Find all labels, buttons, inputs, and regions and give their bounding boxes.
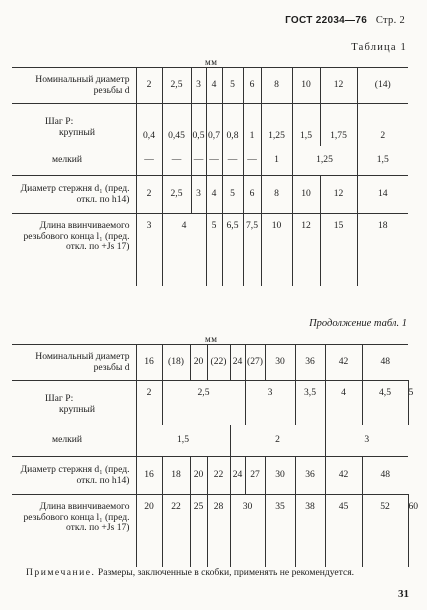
continuation-title: Продолжение табл. 1 <box>309 318 407 329</box>
cell: 7,5 <box>243 214 261 286</box>
cell: 20 <box>190 345 207 381</box>
cell: 12 <box>292 214 320 286</box>
cell: 18 <box>162 457 190 495</box>
row-pitch-coarse: Шаг P: крупный 2 2,5 3 3,5 4 4,5 5 <box>12 381 408 425</box>
label-screw-length: Длина ввинчиваемого резьбового конца l₁ (пред. откл. по +Js 17) <box>23 220 130 253</box>
page-label: Стр. 2 <box>375 15 405 26</box>
row-pitch-coarse <box>12 104 408 146</box>
cell: 2 <box>136 68 162 104</box>
cell: (14) <box>357 68 408 104</box>
cell: 1,5 <box>136 425 230 457</box>
cell: 4 <box>206 68 222 104</box>
cell: — <box>162 146 191 176</box>
cell: 6 <box>243 176 261 214</box>
cell: 2,5 <box>162 176 191 214</box>
row-screw-length <box>12 214 408 286</box>
note-prefix: Примечание. <box>26 567 96 578</box>
label-pitch-coarse: крупный <box>59 403 95 415</box>
label-pitch-fine: мелкий <box>12 146 136 176</box>
label-rod-diameter: Диаметр стержня d₁ (пред. откл. по h14) <box>12 457 136 495</box>
row-pitch-fine <box>12 146 408 176</box>
cell: 3 <box>191 176 206 214</box>
cell: 36 <box>295 457 325 495</box>
cell: 0,45 <box>162 104 191 146</box>
cell: 3,5 <box>295 381 325 425</box>
cell: 3 <box>245 381 295 425</box>
cell: 16 <box>136 457 162 495</box>
cell: 48 <box>362 457 408 495</box>
note-text: Размеры, заключенные в скобки, применять не рекомендуется. <box>97 567 355 578</box>
cell: 30 <box>265 345 295 381</box>
cell: 10 <box>261 214 292 286</box>
cell: 48 <box>362 345 408 381</box>
cell: 10 <box>292 68 320 104</box>
cell: 1,5 <box>357 146 408 176</box>
cell: 25 <box>190 495 207 567</box>
label-pitch-fine: мелкий <box>12 425 136 457</box>
table-title: Таблица 1 <box>351 42 407 53</box>
cell: 2,5 <box>162 68 191 104</box>
row-rod-diameter <box>12 176 408 214</box>
cell: (27) <box>245 345 265 381</box>
cell: 10 <box>292 176 320 214</box>
cell: 22 <box>162 495 190 567</box>
cell: 2 <box>357 104 408 146</box>
cell: 5 <box>222 176 243 214</box>
cell: 1,25 <box>292 146 357 176</box>
thread-table-2 <box>12 344 419 567</box>
cell: 6,5 <box>222 214 243 286</box>
cell: 1,25 <box>261 104 292 146</box>
label-screw-length: Длина ввинчиваемого резьбового конца l₁ (пред. откл. по +Js 17) <box>23 501 130 534</box>
cell: (18) <box>162 345 190 381</box>
cell: 4 <box>206 176 222 214</box>
cell: 0,4 <box>136 104 162 146</box>
page-number: 31 <box>398 588 409 600</box>
row-nominal-diameter <box>12 68 408 104</box>
cell: 5 <box>222 68 243 104</box>
cell: 14 <box>357 176 408 214</box>
label-pitch <box>12 381 136 425</box>
cell: 18 <box>357 214 408 286</box>
cell: 30 <box>265 457 295 495</box>
cell: 27 <box>245 457 265 495</box>
row-rod-diameter <box>12 457 408 495</box>
label-nominal-diameter: Номинальный диаметр резьбы d <box>12 68 136 104</box>
cell: 4,5 <box>362 381 408 425</box>
thread-table-1 <box>12 67 408 286</box>
cell: 15 <box>320 214 357 286</box>
cell: — <box>243 146 261 176</box>
cell: 4 <box>325 381 362 425</box>
row-pitch-fine <box>12 425 408 457</box>
cell: 1,75 <box>320 104 357 146</box>
cell: 8 <box>261 68 292 104</box>
cell: 6 <box>243 68 261 104</box>
cell: 35 <box>265 495 295 567</box>
cell: 2,5 <box>162 381 245 425</box>
cell: 8 <box>261 176 292 214</box>
cell: — <box>136 146 162 176</box>
standard-code: ГОСТ 22034—76 <box>285 15 368 26</box>
cell: 0,7 <box>206 104 222 146</box>
cell: 20 <box>136 495 162 567</box>
cell: 3 <box>191 68 206 104</box>
label-pitch <box>12 104 136 146</box>
cell: 12 <box>320 176 357 214</box>
cell: 24 <box>230 457 245 495</box>
cell: 1 <box>261 146 292 176</box>
cell: 2 <box>230 425 325 457</box>
cell: 45 <box>325 495 362 567</box>
footnote <box>12 567 408 579</box>
page-header <box>285 15 405 26</box>
cell: 30 <box>230 495 265 567</box>
cell: 36 <box>295 345 325 381</box>
cell: 42 <box>325 457 362 495</box>
cell: 20 <box>190 457 207 495</box>
cell: 2 <box>136 381 162 425</box>
cell: 16 <box>136 345 162 381</box>
label-nominal-diameter: Номинальный диаметр резьбы d <box>12 345 136 381</box>
label-rod-diameter: Диаметр стержня d₁ (пред. откл. по h14) <box>12 176 136 214</box>
cell: 0,5 <box>191 104 206 146</box>
cell: 52 <box>362 495 408 567</box>
cell: — <box>191 146 206 176</box>
cell: — <box>206 146 222 176</box>
table2-unit: мм <box>205 334 218 344</box>
cell: 28 <box>207 495 230 567</box>
table1-unit: мм <box>205 57 218 67</box>
cell: 2 <box>136 176 162 214</box>
cell: — <box>222 146 243 176</box>
row-nominal-diameter <box>12 345 408 381</box>
cell: 3 <box>325 425 408 457</box>
cell: 3 <box>136 214 162 286</box>
cell: 12 <box>320 68 357 104</box>
cell: 1 <box>243 104 261 146</box>
label-pitch-title: Шаг P: <box>45 393 74 405</box>
label-pitch-title: Шаг P: <box>45 116 74 128</box>
label-pitch-coarse: крупный <box>59 126 95 138</box>
cell: 38 <box>295 495 325 567</box>
cell: 1,5 <box>292 104 320 146</box>
cell: 5 <box>206 214 222 286</box>
cell: 4 <box>162 214 206 286</box>
cell: 0,8 <box>222 104 243 146</box>
cell: 22 <box>207 457 230 495</box>
cell: 42 <box>325 345 362 381</box>
cell: 24 <box>230 345 245 381</box>
cell: (22) <box>207 345 230 381</box>
row-screw-length: Длина ввинчиваемого резьбового конца l₁ (пред. откл. по +Js 17) 20 22 25 28 30 35 38 45 52 60 <box>12 495 408 567</box>
